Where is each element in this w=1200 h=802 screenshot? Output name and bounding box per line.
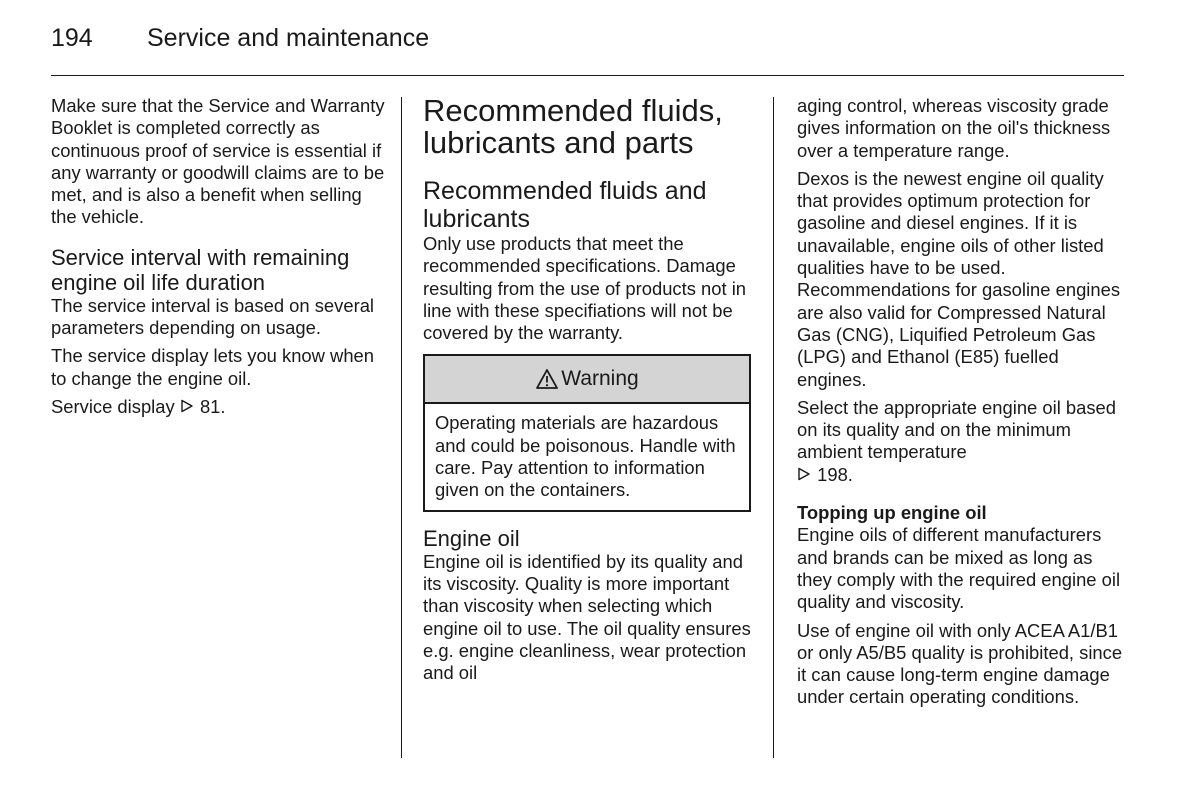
fluids-lubricants-parts-heading: Recommended fluids, lubricants and parts xyxy=(423,93,723,160)
warranty-paragraph: Make sure that the Service and Warranty Booklet is completed correctly as continuous proof of service is essential if any warranty or goodwill claims are to be met, and is also a benefit when selling the vehicle. xyxy=(51,95,385,228)
temperature-page-link[interactable]: 198. xyxy=(817,463,853,485)
warning-title: Warning xyxy=(561,367,639,391)
warning-box xyxy=(423,354,751,511)
header-divider xyxy=(51,75,1124,76)
topping-up-heading: Topping up engine oil xyxy=(797,502,987,524)
column-divider-left xyxy=(401,97,402,758)
warning-text: Operating materials are hazardous and could be poisonous. Handle with care. Pay attention to information given on the containers. xyxy=(435,412,736,501)
service-display-label: Service display xyxy=(51,395,175,417)
service-display-paragraph: The service display lets you know when to change the engine oil. xyxy=(51,345,375,389)
acea-paragraph: Use of engine oil with only ACEA A1/B1 or only A5/B5 quality is prohibited, since it can cause long-term engine damage under certain operating conditions. xyxy=(797,619,1123,708)
chapter-title: Service and maintenance xyxy=(147,24,430,52)
select-oil-text: Select the appropriate engine oil based on its quality and on the minimum ambient temperature xyxy=(797,396,1116,463)
service-display-reference xyxy=(51,396,386,418)
specifications-paragraph: Only use products that meet the recommended specifications. Damage resulting from the use of products not in line with these specifiations will not be covered by the warranty. xyxy=(423,233,747,344)
warning-triangle-icon xyxy=(535,368,559,390)
column-divider-right xyxy=(773,97,774,758)
cross-reference-arrow-icon xyxy=(797,464,812,486)
column-3 xyxy=(797,95,1132,715)
mixing-oils-paragraph: Engine oils of different manufacturers and brands can be mixed as long as they comply with the required engine oil quality and viscosity. xyxy=(797,524,1121,613)
column-1 xyxy=(51,95,386,424)
warning-body xyxy=(425,404,749,509)
fluids-lubricants-heading: Recommended fluids and lubricants xyxy=(423,177,707,233)
service-display-page-link[interactable]: 81. xyxy=(199,395,226,417)
cross-reference-arrow-icon xyxy=(180,396,195,418)
select-oil-paragraph xyxy=(797,397,1132,486)
engine-oil-paragraph: Engine oil is identified by its quality and its viscosity. Quality is more important than viscosity when selecting which engine oil to use. The oil quality ensures e.g. engine cleanliness, wear protection and oil xyxy=(423,550,751,684)
column-2 xyxy=(423,95,753,690)
dexos-paragraph: Dexos is the newest engine oil quality that provides optimum protection for gasoline and diesel engines. If it is unavailable, engine oils of other listed qualities have to be used. Recommendations for gasoline engines are also valid for Compressed Natural Gas (CNG), Liquified Petroleum Gas (LPG) and Ethanol (E85) fuelled engines. xyxy=(797,167,1121,390)
page-header xyxy=(51,24,429,58)
viscosity-paragraph: aging control, whereas viscosity grade gives information on the oil's thickness over a temperature range. xyxy=(797,95,1111,161)
page-number: 194 xyxy=(51,24,93,52)
service-interval-paragraph: The service interval is based on several parameters depending on usage. xyxy=(51,294,375,339)
service-interval-heading: Service interval with remaining engine oil life duration xyxy=(51,244,350,295)
engine-oil-heading: Engine oil xyxy=(423,525,520,551)
warning-header xyxy=(425,356,749,404)
